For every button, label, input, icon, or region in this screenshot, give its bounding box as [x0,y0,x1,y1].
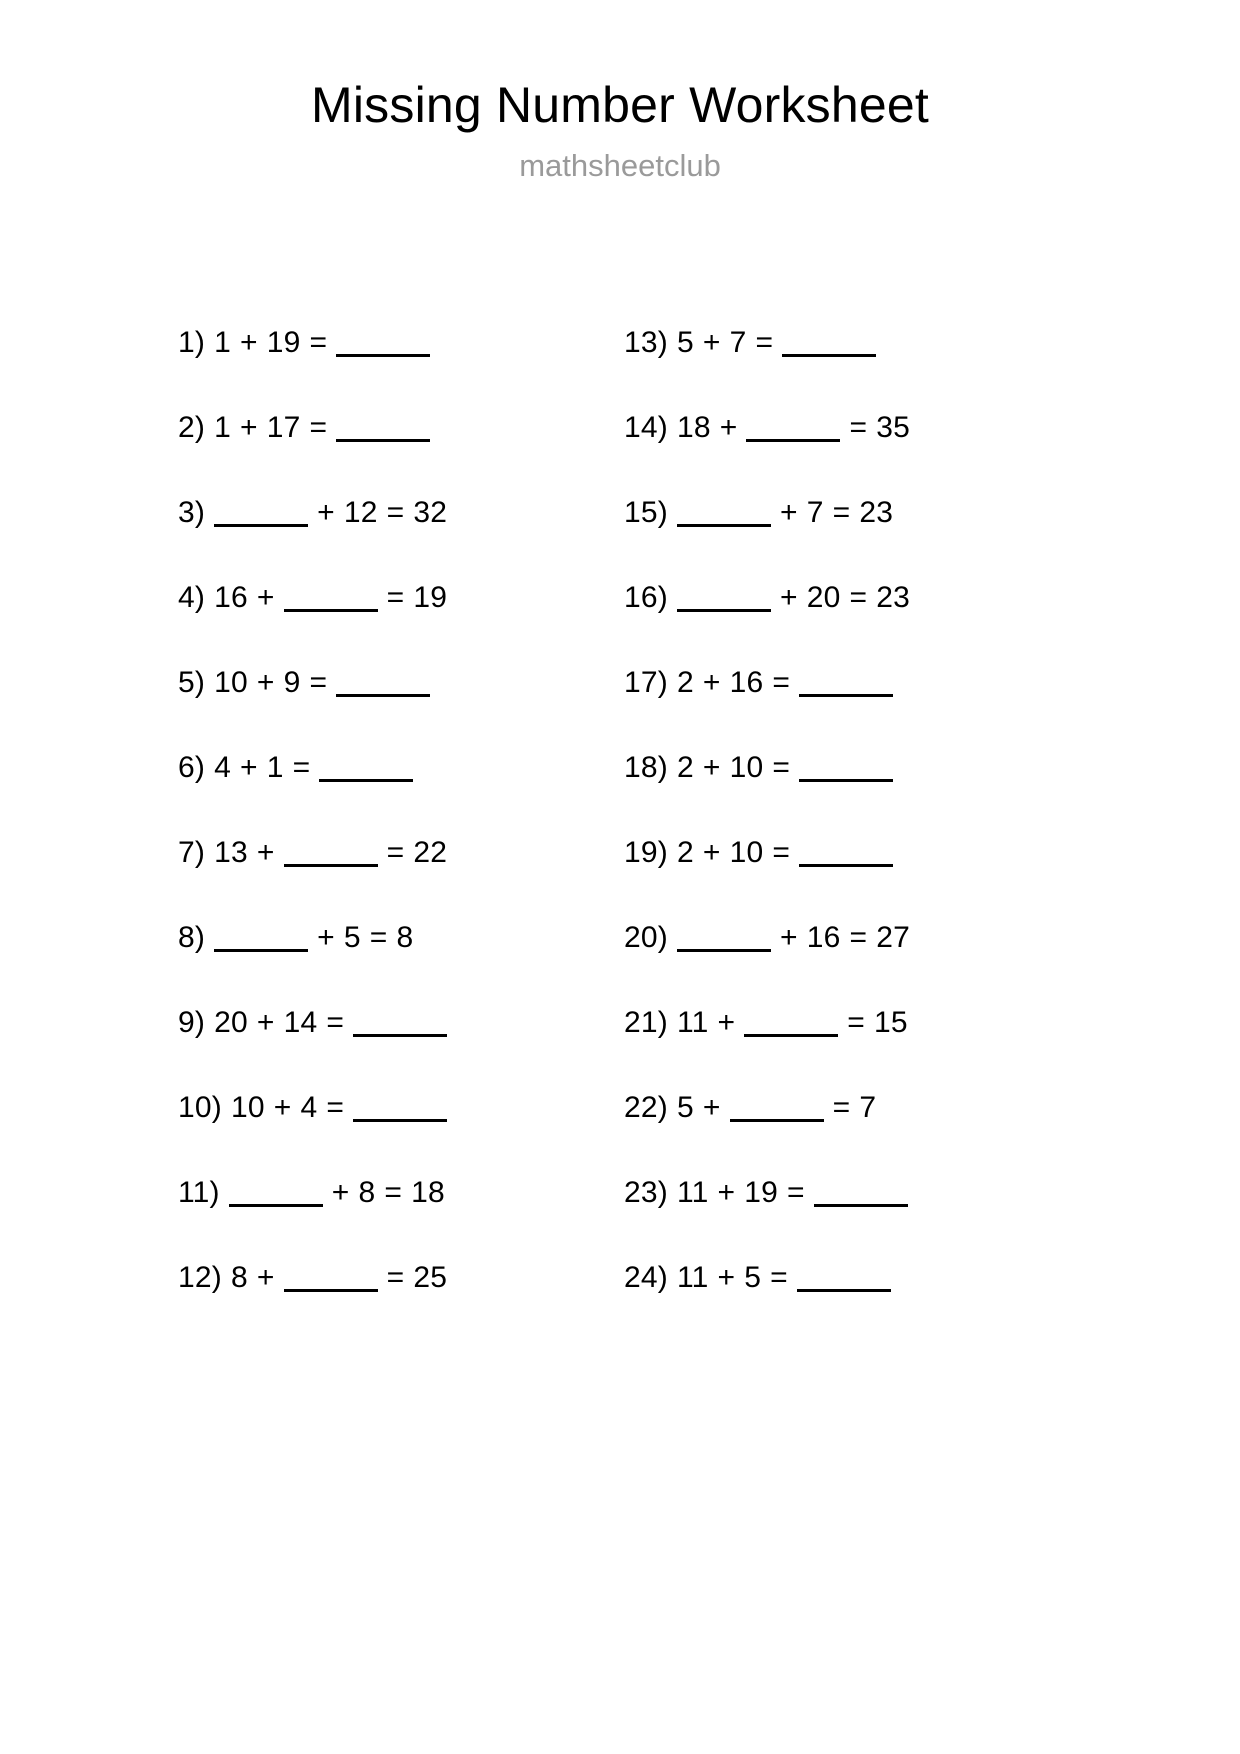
problem-b: 14 [283,1005,318,1039]
problem-b: 19 [744,1175,779,1209]
problem-result: 19 [413,580,448,614]
problem-op: + [779,920,798,954]
problem-op: + [239,410,258,444]
problem-op: + [331,1175,350,1209]
problem-op: + [256,665,275,699]
problem-eq: = [832,1090,851,1124]
problem-eq: = [849,580,868,614]
problem-row [178,300,618,385]
answer-blank-b[interactable] [730,1093,824,1122]
problem-number: 6) [178,750,206,784]
problem-eq: = [832,495,851,529]
problem-row [178,725,618,810]
problem-b: 16 [806,920,841,954]
answer-blank-result[interactable] [336,328,430,357]
problem-b: 16 [729,665,764,699]
problem-op: + [702,325,721,359]
problem-a: 10 [230,1090,265,1124]
problem-op: + [317,920,335,954]
problem-b: 19 [266,325,301,359]
problem-op: + [779,580,798,614]
problem-a: 1 [214,410,231,444]
problem-result: 22 [413,835,448,869]
problem-a: 8 [230,1260,248,1294]
problem-op: + [317,495,335,529]
problem-a: 11 [676,1260,709,1294]
problem-row [624,895,1054,980]
problem-eq: = [849,410,868,444]
problem-a: 18 [676,410,711,444]
answer-blank-b[interactable] [744,1008,838,1037]
problem-op: + [273,1090,292,1124]
problem-a: 11 [676,1175,709,1209]
problem-eq: = [770,1260,788,1294]
problem-op: + [702,750,721,784]
problem-eq: = [309,325,328,359]
problem-number: 23) [624,1175,668,1209]
problem-number: 24) [624,1260,668,1294]
problem-eq: = [849,920,868,954]
problem-eq: = [755,325,774,359]
answer-blank-result[interactable] [353,1008,447,1037]
problem-op: + [239,750,258,784]
problem-a: 4 [214,750,231,784]
problem-b: 7 [729,325,747,359]
problem-row [624,385,1054,470]
problem-number: 21) [624,1005,668,1039]
problem-result: 8 [396,920,414,954]
problem-grid [0,300,1240,1320]
problem-op: + [702,835,721,869]
problem-result: 35 [876,410,910,444]
problem-result: 32 [413,495,448,529]
problem-number: 14) [624,410,668,444]
problem-result: 27 [876,920,910,954]
page-subtitle: mathsheetclub [519,148,721,183]
answer-blank-result[interactable] [782,328,876,357]
problem-number: 17) [624,665,668,699]
problem-row [178,385,618,470]
answer-blank-result[interactable] [799,838,893,867]
problem-op: + [717,1175,736,1209]
problem-op: + [239,325,258,359]
problem-row [624,300,1054,385]
problem-a: 1 [214,325,231,359]
problem-result: 15 [873,1005,908,1039]
problem-row [624,1065,1054,1150]
problem-number: 9) [178,1005,206,1039]
problem-eq: = [309,410,328,444]
problem-result: 18 [411,1175,445,1209]
problem-b: 17 [266,410,301,444]
answer-blank-result[interactable] [799,753,893,782]
problem-op: + [779,495,798,529]
problem-a: 2 [676,835,694,869]
problem-b: 10 [729,835,764,869]
problem-result: 23 [859,495,894,529]
problem-a: 16 [214,580,248,614]
problem-number: 19) [624,835,668,869]
problem-a: 20 [214,1005,248,1039]
problem-number: 11) [178,1175,220,1209]
page-title: Missing Number Worksheet [311,77,929,133]
problem-eq: = [369,920,388,954]
problem-number: 18) [624,750,668,784]
problem-a: 2 [676,665,694,699]
problem-row [624,1235,1054,1320]
problem-number: 4) [178,580,206,614]
problem-eq: = [309,665,328,699]
worksheet-header [0,0,1240,183]
problem-b: 5 [343,920,361,954]
problem-eq: = [772,665,791,699]
problem-eq: = [386,495,405,529]
problem-op: + [717,1005,736,1039]
problem-a: 11 [676,1005,709,1039]
right-column [624,300,1054,1320]
problem-row [178,810,618,895]
problem-number: 3) [178,495,206,529]
answer-blank-result[interactable] [336,668,430,697]
problem-result: 7 [859,1090,877,1124]
problem-row [178,980,618,1065]
problem-b: 4 [300,1090,318,1124]
problem-row [178,1065,618,1150]
problem-row [178,555,618,640]
problem-row [178,1235,618,1320]
problem-b: 20 [806,580,841,614]
problem-row [624,470,1054,555]
problem-b: 10 [729,750,764,784]
problem-eq: = [292,750,311,784]
problem-a: 5 [676,325,694,359]
problem-row [178,640,618,725]
problem-a: 5 [676,1090,694,1124]
problem-eq: = [384,1175,403,1209]
answer-blank-result[interactable] [799,668,893,697]
answer-blank-result[interactable] [797,1263,891,1292]
answer-blank-a[interactable] [677,583,771,612]
answer-blank-a[interactable] [214,498,308,527]
problem-eq: = [326,1005,345,1039]
problem-number: 20) [624,920,668,954]
problem-op: + [256,1005,275,1039]
problem-number: 22) [624,1090,668,1124]
problem-b: 1 [266,750,284,784]
answer-blank-b[interactable] [284,583,378,612]
problem-op: + [717,1260,736,1294]
problem-number: 10) [178,1090,222,1124]
problem-row [624,980,1054,1065]
problem-number: 15) [624,495,668,529]
answer-blank-a[interactable] [229,1178,323,1207]
answer-blank-result[interactable] [336,413,430,442]
problem-row [624,1150,1054,1235]
problem-row [624,640,1054,725]
problem-eq: = [386,835,405,869]
problem-row [178,1150,618,1235]
problem-op: + [256,835,275,869]
problem-number: 1) [178,325,206,359]
problem-result: 23 [876,580,910,614]
problem-b: 12 [343,495,378,529]
problem-number: 2) [178,410,206,444]
answer-blank-result[interactable] [814,1178,908,1207]
left-column [178,300,618,1320]
problem-row [178,470,618,555]
answer-blank-b[interactable] [284,838,378,867]
problem-op: + [719,410,738,444]
problem-number: 12) [178,1260,222,1294]
problem-result: 25 [413,1260,448,1294]
problem-op: + [702,1090,721,1124]
problem-b: 8 [358,1175,376,1209]
problem-eq: = [847,1005,865,1039]
answer-blank-a[interactable] [677,923,771,952]
problem-row [624,555,1054,640]
problem-row [624,810,1054,895]
problem-b: 5 [744,1260,762,1294]
problem-eq: = [326,1090,345,1124]
answer-blank-a[interactable] [677,498,771,527]
problem-number: 7) [178,835,206,869]
problem-number: 13) [624,325,668,359]
answer-blank-result[interactable] [319,753,413,782]
problem-b: 7 [806,495,824,529]
problem-number: 8) [178,920,206,954]
problem-a: 13 [214,835,248,869]
problem-number: 5) [178,665,206,699]
problem-op: + [702,665,721,699]
problem-eq: = [386,580,405,614]
problem-op: + [256,1260,275,1294]
problem-row [624,725,1054,810]
problem-op: + [256,580,275,614]
problem-a: 10 [214,665,248,699]
answer-blank-result[interactable] [353,1093,447,1122]
problem-row [178,895,618,980]
problem-b: 9 [283,665,301,699]
problem-eq: = [772,750,791,784]
problem-eq: = [787,1175,805,1209]
answer-blank-b[interactable] [284,1263,378,1292]
problem-eq: = [386,1260,405,1294]
answer-blank-a[interactable] [214,923,308,952]
problem-a: 2 [676,750,694,784]
problem-number: 16) [624,580,668,614]
answer-blank-b[interactable] [746,413,840,442]
problem-eq: = [772,835,791,869]
